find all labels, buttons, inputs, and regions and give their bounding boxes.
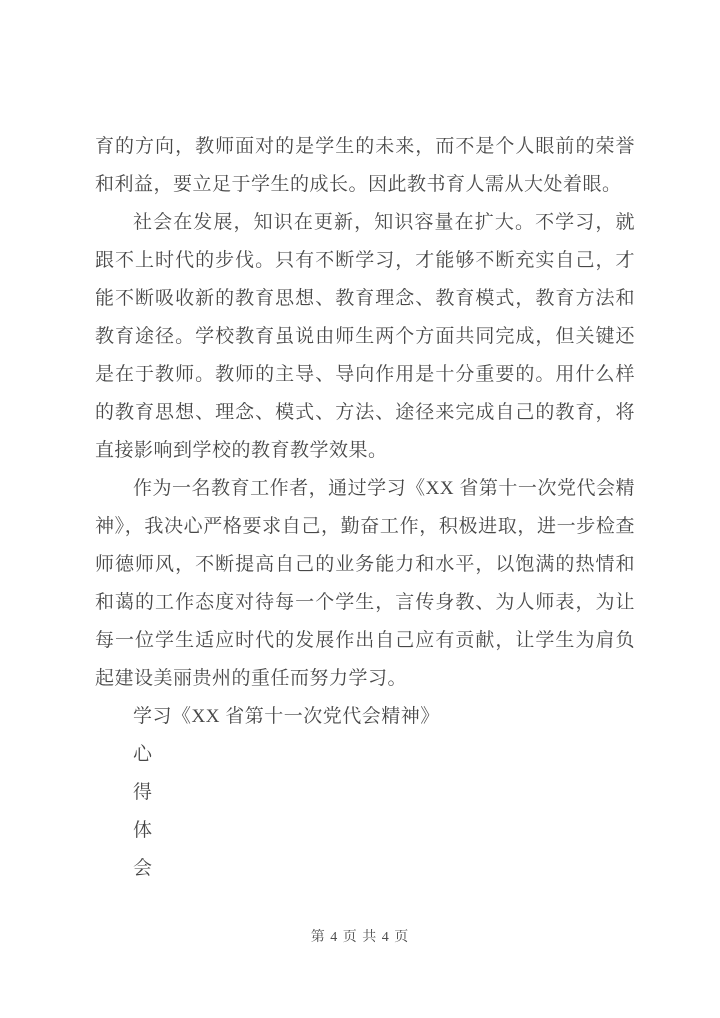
page-number-footer: 第 4 页 共 4 页 — [310, 930, 410, 945]
document-body-text — [95, 128, 635, 888]
paragraph-single-char: 心 — [133, 744, 153, 765]
paragraph-single-char: 得 — [133, 782, 153, 803]
paragraph-single-char: 会 — [133, 858, 153, 879]
paragraph: 作为一名教育工作者，通过学习《XX 省第十一次党代会精神》，我决心严格要求自己，勤奋工作，积极进取，进一步检查师德师风，不断提高自己的业务能力和水平，以饱满的热情和和蔼的工作态度对待每一个学生，言传身教、为人师表，为让每一位学生适应时代的发展作出自己应有贡献，让学生为肩负起建设美丽贵州的重任而努力学习。 — [95, 478, 635, 689]
paragraph: 社会在发展，知识在更新，知识容量在扩大。不学习，就跟不上时代的步伐。只有不断学习，才能够不断充实自己，才能不断吸收新的教育思想、教育理念、教育模式，教育方法和教育途径。学校教育虽说由师生两个方面共同完成，但关键还是在于教师。教师的主导、导向作用是十分重要的。用什么样的教育思想、理念、模式、方法、途径来完成自己的教育，将直接影响到学校的教育教学效果。 — [95, 212, 635, 461]
paragraph-title-line: 学习《XX 省第十一次党代会精神》 — [133, 706, 440, 727]
paragraph-continuation: 育的方向，教师面对的是学生的未来，而不是个人眼前的荣誉和利益，要立足于学生的成长。因此教书育人需从大处着眼。 — [95, 136, 635, 195]
paragraph-single-char: 体 — [133, 820, 153, 841]
